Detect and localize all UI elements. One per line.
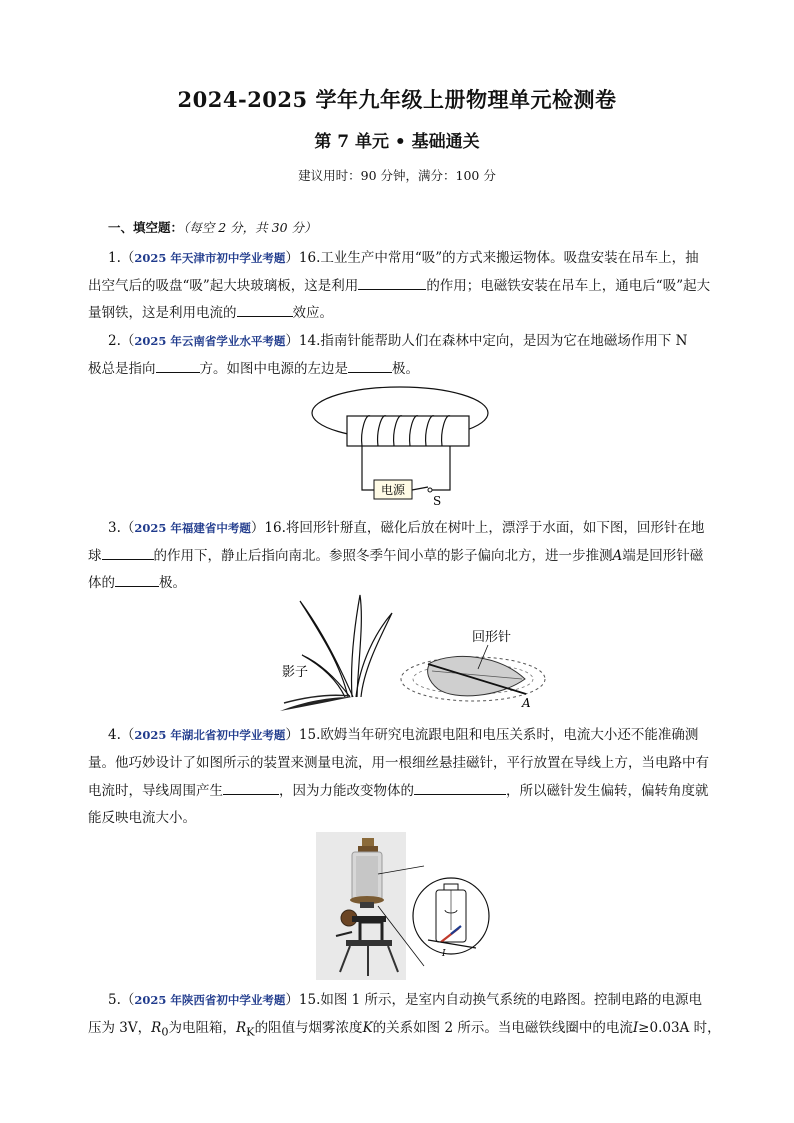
- page-subtitle: 第 7 单元 • 基础通关: [314, 132, 480, 152]
- grass-icon: [300, 595, 392, 697]
- galvanometer-figure: [316, 832, 492, 982]
- q5-text-2k: ≥0.03A 时，: [638, 1020, 721, 1036]
- q1-number: 1.（: [108, 250, 135, 266]
- q1-blank-1[interactable]: [358, 277, 426, 290]
- q1-text-3b: 效应。: [292, 305, 333, 321]
- power-source-label: 电源: [380, 483, 406, 497]
- grass-leaf-figure: [260, 593, 560, 713]
- q1-close: ）: [285, 250, 299, 266]
- q2-text-2c: 极。: [392, 361, 419, 377]
- q2-blank-2[interactable]: [348, 360, 392, 373]
- q3-text-1: 16.将回形针掰直，磁化后放在树叶上，漂浮于水面，如下图，回形针在地: [264, 520, 705, 536]
- q3-text-3b: 极。: [159, 575, 186, 591]
- q3-text-2c: A: [612, 548, 623, 564]
- section-points: （每空 2 分，共 30 分）: [183, 220, 317, 235]
- q1-line-2: [88, 274, 718, 294]
- switch-contact: [428, 488, 432, 492]
- q3-text-2d: 端是回形针磁: [622, 548, 704, 564]
- q3-text-2a: 球: [88, 548, 102, 564]
- solenoid-circuit-figure: [300, 383, 500, 508]
- page-title: 2024-2025 学年九年级上册物理单元检测卷: [177, 87, 617, 112]
- q4-text-3a: 电流时，导线周围产生: [88, 783, 223, 799]
- q2-text-2a: 极总是指向: [88, 361, 156, 377]
- q5-text-2g: 的阻值与烟雾浓度: [254, 1020, 363, 1036]
- q5-text-2a: 压为 3V，: [88, 1020, 152, 1036]
- time-note: 建议用时：90 分钟，满分：100 分: [298, 168, 496, 183]
- q3-number: 3.（: [108, 520, 135, 536]
- q2-blank-1[interactable]: [156, 360, 200, 373]
- q1-line-1: [108, 246, 718, 266]
- q5-text-2d: 为电阻箱，: [168, 1020, 236, 1036]
- q3-text-2b: 的作用下，静止后指向南北。参照冬季午间小草的影子偏向北方，进一步推测: [153, 548, 613, 564]
- q1-line-3: [88, 301, 718, 321]
- q4-line-2: [88, 751, 718, 771]
- q4-close: ）: [285, 727, 299, 743]
- q4-line-4: [88, 806, 718, 826]
- q3-text-3a: 体的: [88, 575, 115, 591]
- q5-text-1: 15.如图 1 所示，是室内自动换气系统的电路图。控制电路的电源电: [298, 992, 703, 1008]
- q1-text-2a: 出空气后的吸盘“吸”起大块玻璃板，这是利用: [88, 278, 359, 294]
- wire-left: [362, 446, 374, 490]
- wire-right: [432, 446, 450, 490]
- q5-k-symbol: K: [362, 1020, 373, 1036]
- q4-line-3: [88, 779, 718, 799]
- q2-text-1: 14.指南针能帮助人们在森林中定向，是因为它在地磁场作用下 N: [298, 333, 688, 349]
- q1-text-3a: 量钢铁，这是利用电流的: [88, 305, 237, 321]
- q5-r0-subscript: 0: [161, 1025, 169, 1039]
- q2-source: 2025 年云南省学业水平考题: [134, 334, 286, 348]
- q2-line-2: [88, 357, 718, 377]
- clip-label: 回形针: [472, 630, 512, 645]
- q3-blank-1[interactable]: [102, 547, 154, 560]
- q3-line-1: [108, 516, 718, 536]
- q4-blank-1[interactable]: [223, 782, 279, 795]
- q5-rk-subscript: K: [246, 1025, 255, 1039]
- q2-close: ）: [285, 333, 299, 349]
- q4-source: 2025 年湖北省初中学业考题: [134, 728, 286, 742]
- q2-text-2b: 方。如图中电源的左边是: [199, 361, 348, 377]
- q3-source: 2025 年福建省中考题: [134, 521, 251, 535]
- q5-text-2i: 的关系如图 2 所示。当电磁铁线圈中的电流: [372, 1020, 633, 1036]
- current-label: I: [442, 949, 446, 959]
- q5-r0-symbol: R: [151, 1020, 162, 1036]
- section-label: 一、填空题：: [108, 220, 184, 235]
- q2-line-1: [108, 329, 718, 349]
- q4-text-1: 15.欧姆当年研究电流跟电阻和电压关系时，电流大小还不能准确测: [298, 727, 699, 743]
- q5-rk-symbol: R: [235, 1020, 247, 1036]
- q4-number: 4.（: [108, 727, 135, 743]
- q4-blank-2[interactable]: [414, 782, 506, 795]
- q4-text-2: 量。他巧妙设计了如图所示的装置来测量电流，用一根细丝悬挂磁针，平行放置在导线上方，当电路中有: [88, 755, 709, 771]
- q3-blank-2[interactable]: [115, 574, 159, 587]
- q2-number: 2.（: [108, 333, 135, 349]
- q4-text-4: 能反映电流大小。: [88, 810, 196, 826]
- q1-text-2b: 的作用；电磁铁安装在吊车上，通电后“吸”起大: [426, 278, 711, 294]
- q4-text-3c: ，所以磁针发生偏转，偏转角度就: [506, 783, 709, 799]
- q3-line-3: [88, 571, 718, 591]
- q5-line-1: [108, 988, 718, 1008]
- q3-line-2: [88, 544, 718, 564]
- q3-close: ）: [250, 520, 265, 536]
- q4-text-3b: ，因为力能改变物体的: [279, 783, 414, 799]
- q5-line-2: [88, 1016, 721, 1039]
- q1-blank-2[interactable]: [237, 304, 293, 317]
- q5-i-symbol: I: [632, 1020, 639, 1036]
- q1-text-1: 16.工业生产中常用“吸”的方式来搬运物体。吸盘安装在吊车上，抽: [298, 250, 699, 266]
- switch-lever: [412, 487, 428, 490]
- end-a-label: A: [522, 696, 531, 710]
- q1-source: 2025 年天津市初中学业考题: [134, 251, 286, 265]
- q5-close: ）: [285, 992, 299, 1008]
- switch-label: S: [433, 494, 442, 508]
- q5-source: 2025 年陕西省初中学业考题: [134, 993, 286, 1007]
- q4-line-1: [108, 723, 718, 743]
- shadow-shape: [280, 697, 352, 711]
- shadow-label: 影子: [282, 665, 309, 680]
- section-header: [108, 218, 317, 236]
- q5-number: 5.（: [108, 992, 135, 1008]
